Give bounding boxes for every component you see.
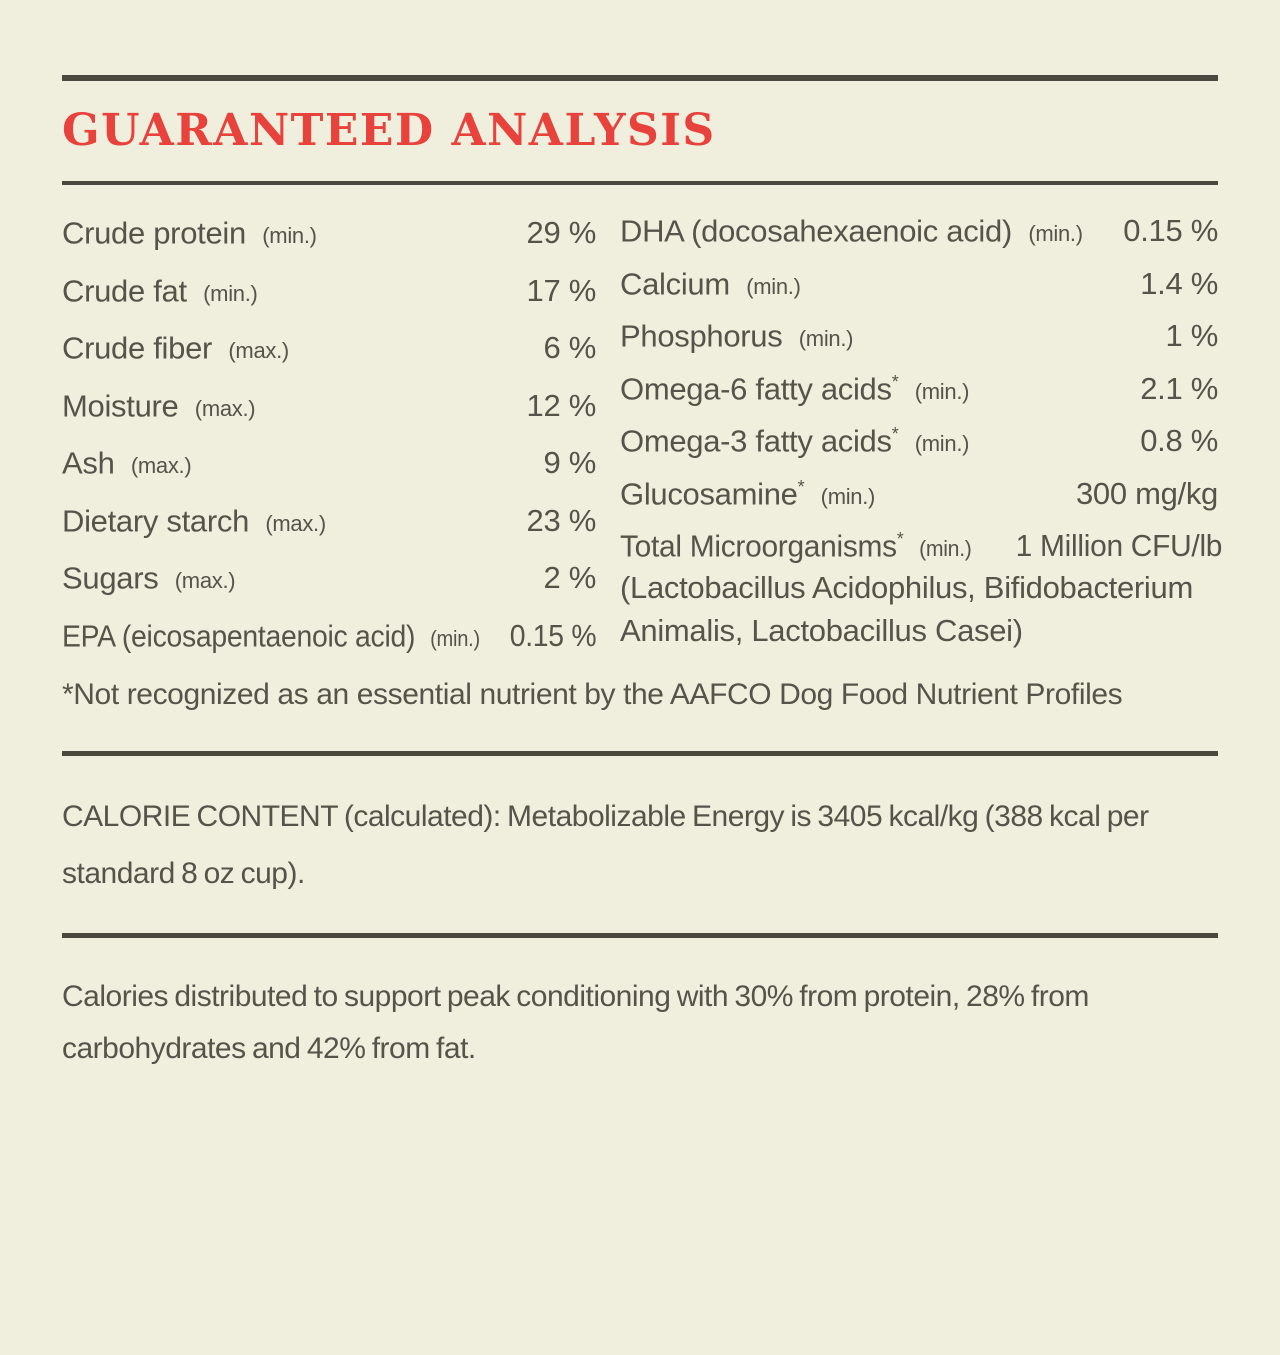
nutrient-label: Crude fiber — [62, 330, 213, 366]
nutrient-qualifier: (min.) — [430, 625, 480, 651]
nutrient-value: 0.15 % — [509, 617, 597, 653]
nutrient-label: Sugars — [62, 560, 159, 596]
nutrient-qualifier: (min.) — [203, 280, 258, 306]
nutrient-qualifier: (max.) — [265, 510, 326, 536]
top-divider — [62, 75, 1218, 81]
nutrient-continuation: (Lactobacillus Acidophilus, Bifidobacterium Animalis, Lactobacillus Casei) — [620, 569, 1193, 648]
nutrient-label: Moisture — [62, 387, 179, 423]
analysis-row — [62, 486, 596, 544]
nutrient-label: Omega-3 fatty acids — [620, 423, 892, 459]
analysis-row — [62, 543, 596, 601]
calorie-divider — [62, 751, 1218, 756]
analysis-row — [62, 198, 596, 256]
nutrient-value: 23 % — [526, 502, 596, 538]
calorie-content-text: CALORIE CONTENT (calculated): Metabolizable Energy is 3405 kcal/kg (388 kcal per standard 8 oz cup). — [62, 800, 1149, 890]
distribution-divider — [62, 933, 1218, 938]
nutrient-label: Phosphorus — [620, 318, 783, 354]
nutrient-qualifier: (max.) — [174, 568, 236, 594]
nutrient-qualifier: (min.) — [798, 326, 854, 352]
nutrient-label: Omega-6 fatty acids — [620, 370, 892, 406]
heading-divider — [62, 181, 1218, 185]
nutrient-name — [620, 513, 972, 576]
nutrient-qualifier: (min.) — [746, 273, 801, 299]
analysis-row — [62, 313, 596, 371]
analysis-row — [620, 408, 1218, 461]
analysis-row — [620, 303, 1218, 356]
nutrient-value: 1.4 % — [1140, 265, 1218, 301]
nutrient-qualifier: (max.) — [228, 338, 289, 364]
nutrient-qualifier: (min.) — [914, 378, 970, 404]
nutrient-value: 17 % — [526, 272, 596, 308]
analysis-row — [620, 356, 1218, 409]
analysis-column-right — [620, 198, 1223, 658]
analysis-row — [620, 513, 1222, 566]
nutrient-label: Total Microorganisms — [620, 528, 897, 564]
nutrient-label: Crude fat — [62, 272, 187, 308]
asterisk-marker: * — [797, 476, 805, 497]
nutrient-label: DHA (docosahexaenoic acid) — [620, 213, 1012, 249]
nutrient-qualifier: (min.) — [919, 536, 972, 562]
nutrient-value: 0.15 % — [1123, 213, 1218, 249]
nutrient-label: Calcium — [620, 265, 730, 301]
nutrient-qualifier: (min.) — [262, 223, 317, 249]
nutrient-value: 9 % — [543, 445, 596, 481]
nutrient-label: Glucosamine — [620, 475, 798, 511]
nutrient-label: EPA (eicosapentaenoic acid) — [62, 617, 416, 653]
nutrient-value: 2 % — [543, 560, 596, 596]
nutrient-value: 1 Million CFU/lb — [1015, 528, 1223, 564]
nutrient-value: 0.8 % — [1140, 423, 1218, 459]
aafco-footnote: *Not recognized as an essential nutrient by the AAFCO Dog Food Nutrient Profiles — [62, 678, 1123, 711]
calorie-distribution-text: Calories distributed to support peak conditioning with 30% from protein, 28% from carbohydrates and 42% from fat. — [62, 980, 1089, 1065]
label-panel — [0, 75, 1280, 1075]
analysis-row — [62, 428, 596, 486]
nutrient-value: 300 mg/kg — [1075, 475, 1218, 511]
asterisk-marker: * — [896, 529, 904, 549]
guaranteed-analysis-table — [62, 198, 1223, 658]
asterisk-marker: * — [891, 424, 899, 444]
nutrient-value: 12 % — [526, 387, 596, 423]
nutrient-qualifier: (max.) — [194, 395, 256, 421]
nutrient-qualifier: (min.) — [1028, 221, 1083, 247]
nutrient-value: 2.1 % — [1140, 370, 1218, 406]
nutrient-label: Crude protein — [62, 215, 246, 251]
nutrient-name — [62, 601, 480, 668]
asterisk-marker: * — [891, 371, 899, 392]
analysis-row — [62, 371, 596, 429]
nutrient-label: Ash — [62, 445, 115, 481]
analysis-row — [62, 601, 596, 659]
analysis-row — [620, 198, 1218, 251]
nutrient-qualifier: (min.) — [914, 431, 970, 457]
analysis-row — [62, 256, 596, 314]
nutrient-value: 1 % — [1165, 318, 1218, 354]
nutrient-value: 29 % — [526, 215, 596, 251]
nutrient-qualifier: (max.) — [130, 453, 192, 479]
analysis-column-left — [62, 198, 596, 658]
nutrient-qualifier: (min.) — [820, 483, 876, 509]
nutrient-value: 6 % — [543, 330, 596, 366]
page-title: GUARANTEED ANALYSIS — [62, 105, 716, 156]
nutrient-label: Dietary starch — [62, 502, 250, 538]
